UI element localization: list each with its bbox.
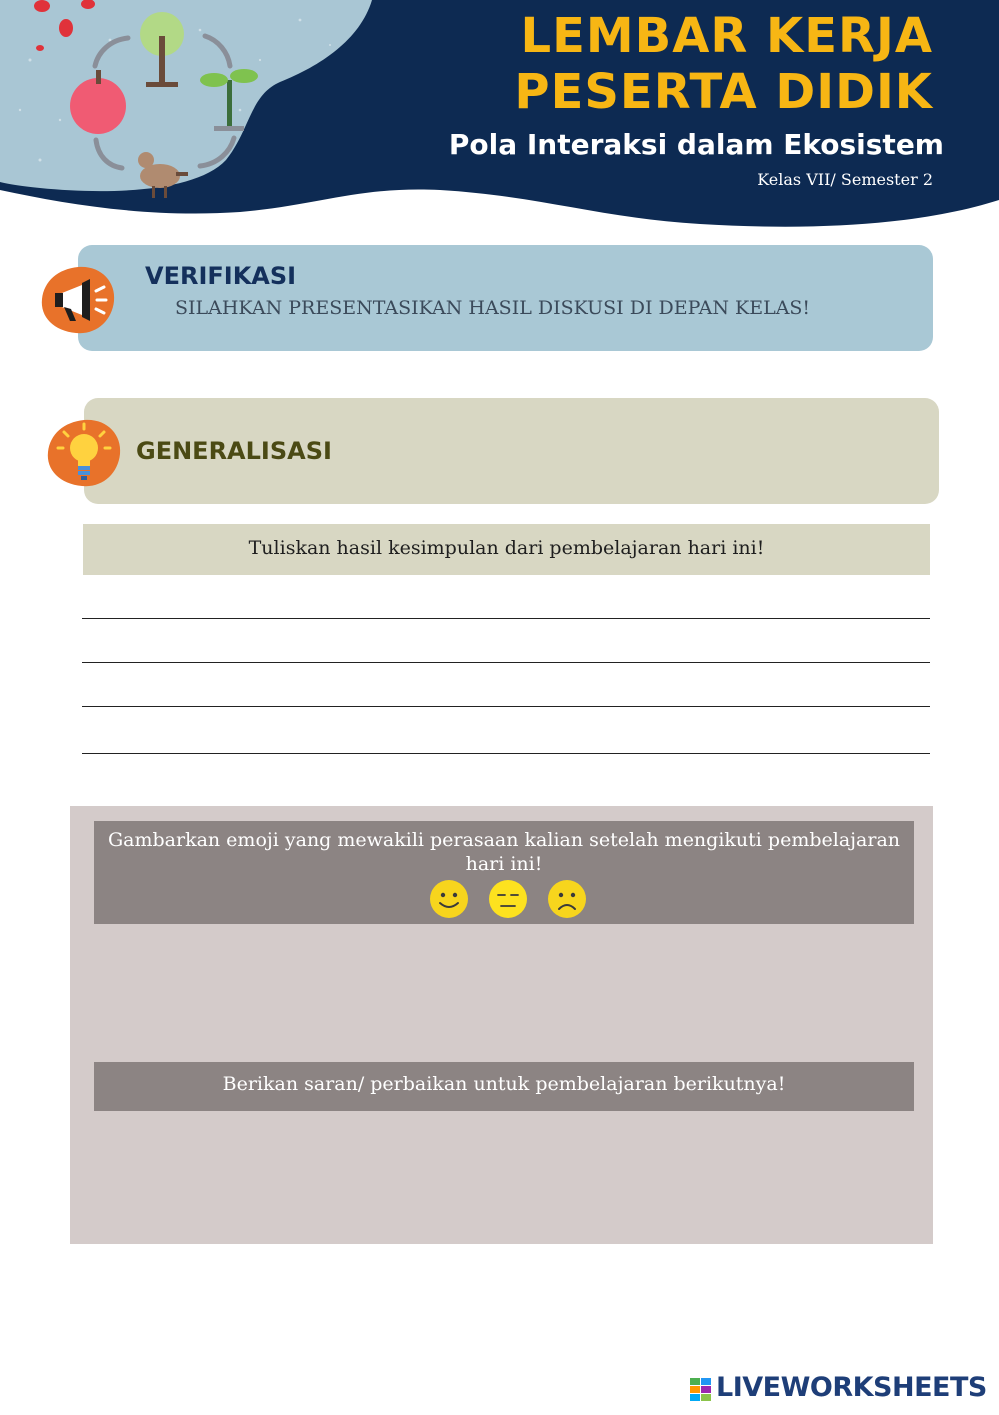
happy-face-icon	[428, 878, 470, 920]
neutral-face-icon	[487, 878, 529, 920]
conclusion-answer-line[interactable]	[82, 662, 930, 663]
conclusion-answer-line[interactable]	[82, 618, 930, 619]
worksheet-subtitle: Pola Interaksi dalam Ekosistem	[448, 128, 944, 161]
generalisasi-heading: GENERALISASI	[136, 437, 332, 465]
suggestion-answer-area[interactable]	[94, 1122, 914, 1232]
emoji-prompt: Gambarkan emoji yang mewakili perasaan kalian setelah mengikuti pembelajaran hari ini!	[107, 829, 901, 875]
liveworksheets-brand: LIVEWORKSHEETS	[716, 1372, 987, 1403]
megaphone-icon	[40, 265, 116, 335]
worksheet-title-line-2: PESERTA DIDIK	[514, 64, 933, 120]
verifikasi-instruction: SILAHKAN PRESENTASIKAN HASIL DISKUSI DI DEPAN KELAS!	[175, 297, 811, 319]
conclusion-prompt: Tuliskan hasil kesimpulan dari pembelajaran hari ini!	[248, 537, 765, 559]
conclusion-answer-line[interactable]	[82, 706, 930, 707]
emoji-answer-area[interactable]	[94, 936, 914, 1046]
lightbulb-icon	[46, 418, 122, 488]
worksheet-title-line-1: LEMBAR KERJA	[520, 8, 933, 64]
class-info: Kelas VII/ Semester 2	[757, 170, 933, 189]
suggestion-prompt: Berikan saran/ perbaikan untuk pembelajaran berikutnya!	[222, 1073, 786, 1095]
liveworksheets-logo-icon	[690, 1378, 712, 1402]
conclusion-answer-line[interactable]	[82, 753, 930, 754]
verifikasi-heading: VERIFIKASI	[145, 262, 297, 290]
sad-face-icon	[546, 878, 588, 920]
